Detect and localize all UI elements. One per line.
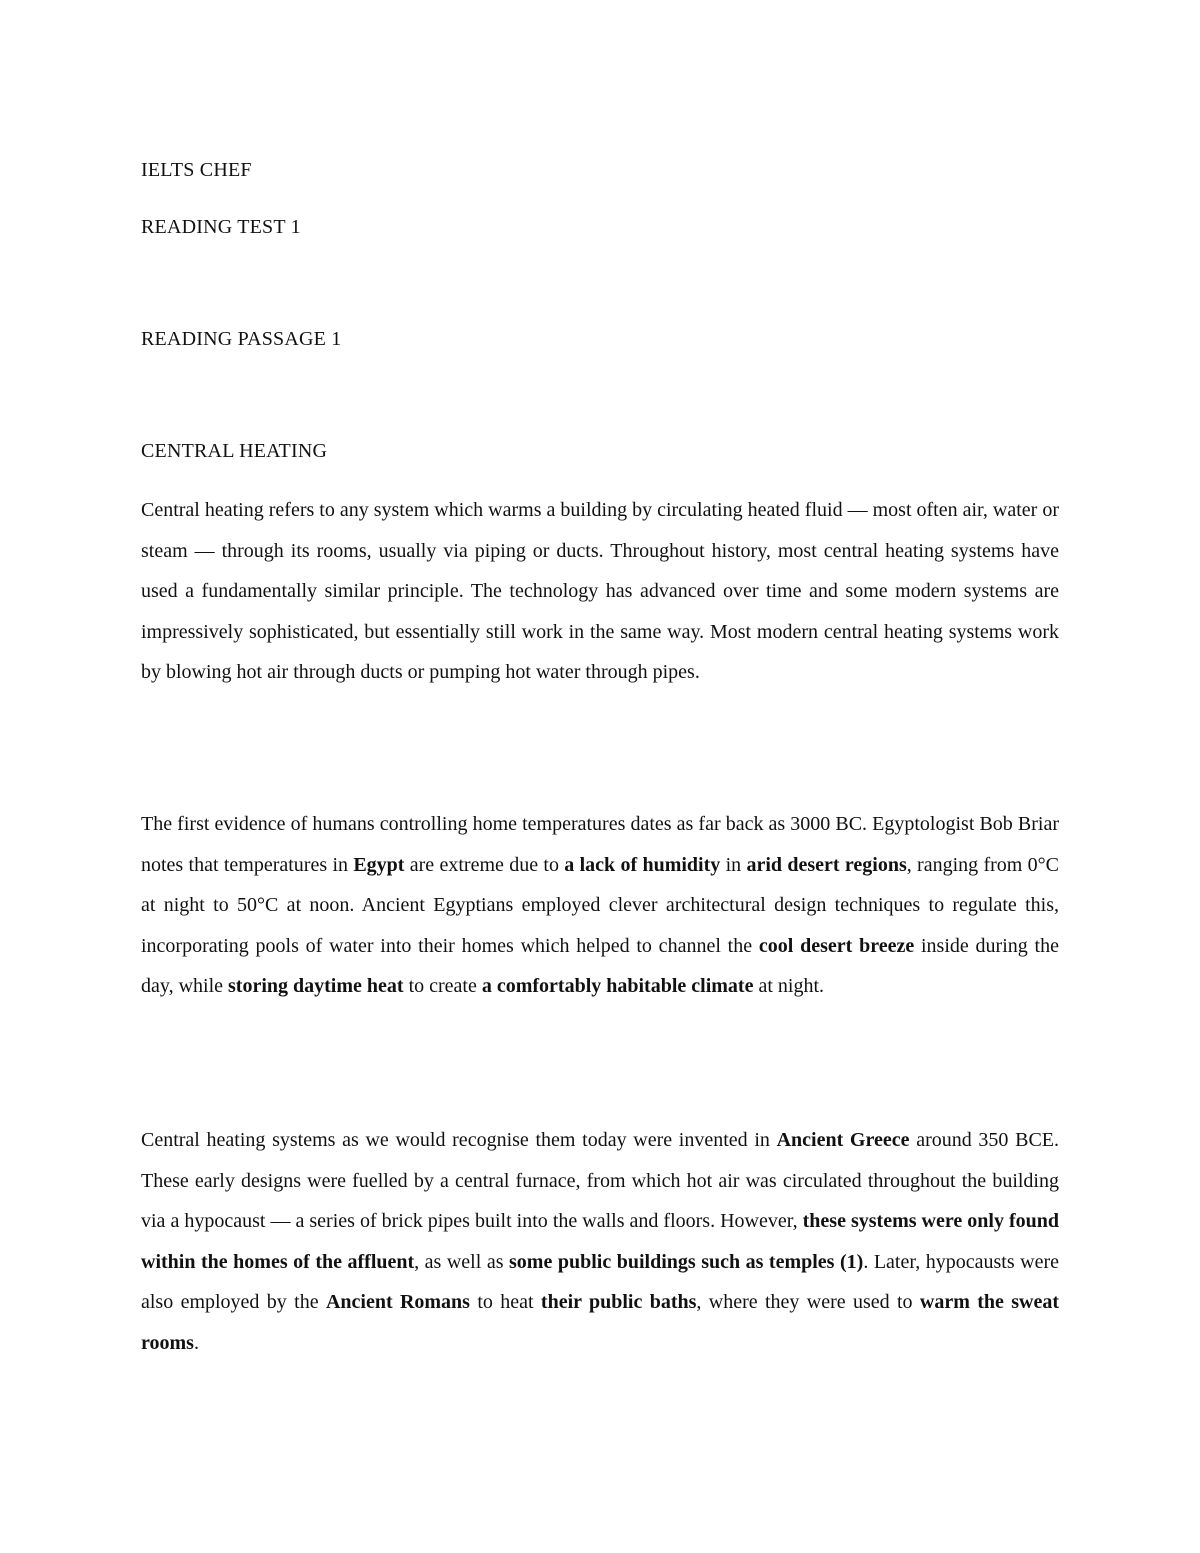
text-run: Central heating refers to any system which warms a building by circulating heated fluid — most often air, water or steam — through its rooms, usually via piping or ducts. Throughout history, most central heating systems have used a fundamentally similar principle. The technology has advanced over time and some modern systems are impressively sophisticated, but essentially still work in the same way. Most modern central heating systems work by blowing hot air through ducts or pumping hot water through pipes. [141, 499, 1059, 683]
paragraph-2 [141, 804, 1059, 1007]
text-run: , as well as [414, 1250, 509, 1273]
bold-text-run: Ancient Romans [325, 1291, 470, 1313]
text-run: to heat [469, 1291, 541, 1313]
text-run: , ranging from 0°C at night to 50°C at noon. Ancient Egyptians employed clever architectural design techniques to regulate this, incorporating pools of water into their homes which helped to channel the [141, 853, 1059, 957]
test-title: READING TEST 1 [141, 216, 301, 238]
bold-text-run: cool desert breeze [758, 934, 915, 957]
bold-text-run: Ancient Greece [776, 1129, 910, 1151]
text-run: , where they were used to [696, 1291, 920, 1313]
bold-text-run: some public buildings such as temples (1) [509, 1250, 864, 1273]
bold-text-run: these systems were only found within the homes of the affluent [141, 1210, 1060, 1273]
text-run: to create [403, 975, 482, 997]
brand-heading: IELTS CHEF [141, 159, 252, 181]
text-run: at night. [753, 975, 825, 997]
passage-title: READING PASSAGE 1 [141, 328, 342, 350]
bold-text-run: Egypt [353, 853, 405, 876]
bold-text-run: storing daytime heat [228, 975, 404, 997]
bold-text-run: a comfortably habitable climate [481, 975, 754, 997]
text-run: . Later, hypocausts were also employed by the [141, 1250, 1059, 1313]
text-run: around 350 BCE. These early designs were fuelled by a central furnace, from which hot air was circulated throughout the building via a hypocaust — a series of brick pipes built into the walls and floors. However, [141, 1129, 1060, 1232]
paragraph-3 [141, 1120, 1059, 1363]
text-run: in [720, 853, 747, 876]
paragraph-1 [141, 490, 1059, 693]
text-run: The first evidence of humans controlling home temperatures dates as far back as 3000 BC. Egyptologist Bob Briar notes that temperatures in [141, 813, 1059, 876]
text-run: Central heating systems as we would recognise them today were invented in [141, 1129, 777, 1151]
text-run: inside during the day, while [141, 934, 1059, 997]
text-run: . [193, 1331, 199, 1354]
article-title: CENTRAL HEATING [141, 440, 328, 462]
bold-text-run: arid desert regions [746, 853, 907, 876]
text-run: are extreme due to [404, 853, 565, 876]
bold-text-run: their public baths [540, 1291, 697, 1313]
bold-text-run: a lack of humidity [564, 853, 721, 876]
bold-text-run: warm the sweat rooms [141, 1291, 1060, 1354]
